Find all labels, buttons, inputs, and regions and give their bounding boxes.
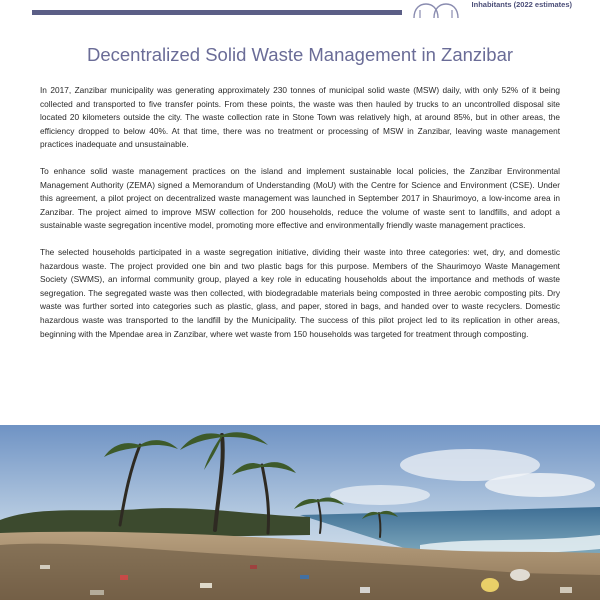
paragraph-3: The selected households participated in a waste segregation initiative, dividing their waste into three categories: wet, dry, and domestic hazardous waste. The project provided one bin and two plastic bags for this purpose. Members of the Shaurimoyo Waste Management Society (SWMS), an informal community group, played a key role in educating households about the importance and methods of waste segregation. The segregated waste was then collected, with biodegradable materials being composted in three aerobic composting pits. Dry waste was further sorted into categories such as plastic, glass, and paper, stored in bags, and handed over to waste recyclers. Domestic hazardous waste was transported to the landfill by the Municipality. The success of this pilot project led to its replication in other areas, beginning with the Mpendae area in Zanzibar, where wet waste from 150 households was targeted for treatment through composting.: [40, 246, 560, 339]
paragraph-1: In 2017, Zanzibar municipality was generating approximately 230 tonnes of municipal solid waste (MSW) daily, with only 52% of it being collected and transported to five transfer points. From these points, the waste was then hauled by trucks to an uncontrolled disposal site located 20 kilometers outside the city. The waste collection rate in Stone Town was relatively high, at around 85%, but in other areas, the efficiency dropped to below 40%. At that time, there was no treatment or processing of MSW in Zanzibar, leaving waste management practices inadequate and unsustainable.: [40, 85, 560, 150]
paragraph-2: To enhance solid waste management practices on the island and implement sustainable local policies, the Zanzibar Environmental Management Authority (ZEMA) signed a Memorandum of Understanding (MoU) with the Centre for Science and Environment (CSE). Under this agreement, a pilot project on decentralized waste management was launched in September 2017 in Shaurimoyo, a low-income area in Zanzibar. The project aimed to improve MSW collection for 200 households, reduce the volume of waste sent to landfills, and adopt a sustainable waste segregation incentive model, promoting more effective and environmentally friendly waste management practices.: [40, 165, 560, 231]
beach-waste-photo: [0, 425, 600, 600]
people-icon: [410, 0, 462, 18]
article-body: [40, 84, 560, 354]
inhabitants-label: Inhabitants (2022 estimates): [471, 0, 572, 9]
page-title: Decentralized Solid Waste Management in Zanzibar: [86, 44, 514, 65]
header-accent-bar: [32, 10, 402, 15]
